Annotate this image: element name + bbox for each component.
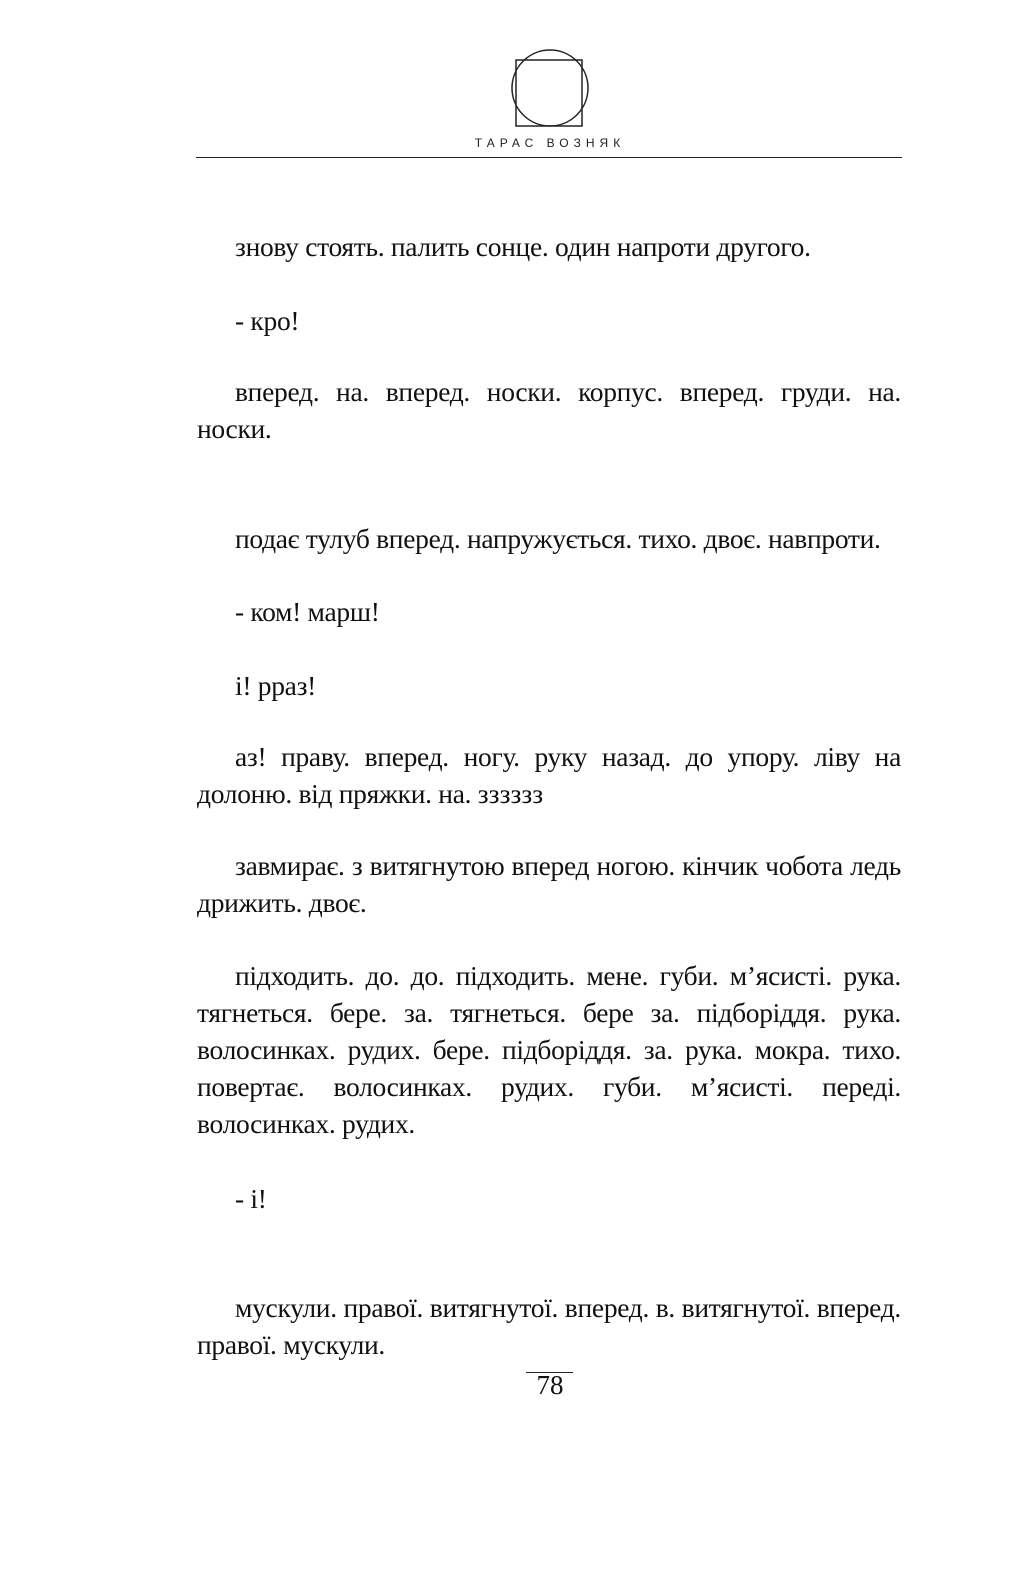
running-header-author: ТАРАС ВОЗНЯК bbox=[474, 136, 626, 150]
header-rule bbox=[196, 157, 902, 158]
paragraph-5: - ком! марш! bbox=[235, 596, 380, 627]
paragraph-4: подає тулуб вперед. напружується. тихо. двоє. навпроти. bbox=[235, 523, 881, 554]
paragraph-11: мускули. правої. витягнутої. вперед. в. витягнутої. вперед. правої. мускули. bbox=[197, 1292, 901, 1360]
page-number: 78 bbox=[536, 1370, 564, 1400]
paragraph-7: аз! праву. вперед. ногу. руку назад. до упору. ліву на долоню. від пряжки. на. зззззз bbox=[197, 741, 901, 809]
paragraph-6: і! рраз! bbox=[235, 670, 316, 701]
paragraph-9: підходить. до. до. підходить. мене. губи. м’ясисті. рука. тягнеться. бере. за. тягнеться. бере за. підборіддя. рука. волосинках. рудих. бере. підборіддя. за. рука. мокра. тихо. повертає. волосинках. рудих. губи. м’ясисті. переді. волосинках. рудих. bbox=[197, 960, 901, 1139]
paragraph-10: - і! bbox=[235, 1183, 267, 1214]
paragraph-1: знову стоять. палить сонце. один напроти другого. bbox=[235, 231, 811, 262]
paragraph-2: - кро! bbox=[235, 305, 300, 336]
paragraph-8: завмирає. з витягнутою вперед ногою. кінчик чобота ледь дрижить. двоє. bbox=[197, 850, 901, 918]
paragraph-3: вперед. на. вперед. носки. корпус. вперед. груди. на. носки. bbox=[197, 376, 901, 444]
circle-square-emblem-icon bbox=[510, 48, 590, 128]
